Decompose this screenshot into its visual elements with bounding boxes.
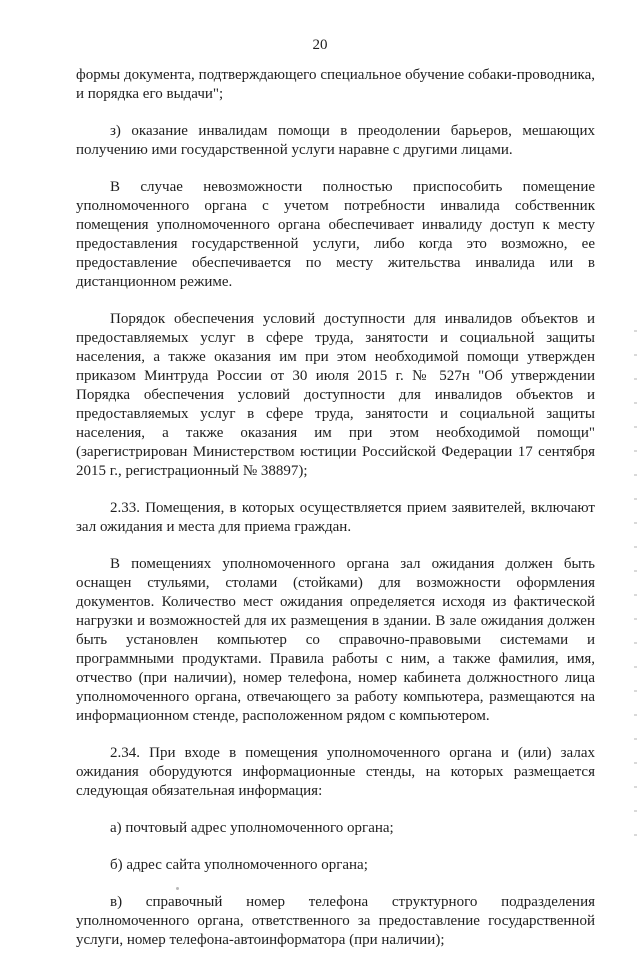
paragraph-item-b: б) адрес сайта уполномоченного органа; — [110, 857, 368, 873]
document-body — [76, 66, 595, 968]
paragraph-item-v: в) справочный номер телефона структурного подразделения уполномоченного органа, ответственного за предоставление государственной услуги, номер телефона-автоинформатора (при наличии); — [76, 894, 595, 948]
page-number: 20 — [312, 37, 328, 53]
paragraph-accessibility-order: Порядок обеспечения условий доступности для инвалидов объектов и предоставляемых услуг в сфере труда, занятости и социальной защиты населения, а также оказания им при этом необходимой помощи утвержден приказом Минтруда России от 30 июля 2015 г. № 527н "Об утверждении Порядка обеспечения условий доступности для инвалидов объектов и предоставляемых услуг в сфере труда, занятости и социальной защиты населения, а также оказания им при этом необходимой помощи" (зарегистрирован Министерством юстиции Российской Федерации 17 сентября 2015 г., регистрационный № 38897); — [76, 311, 595, 479]
paragraph-2-34: 2.34. При входе в помещения уполномоченного органа и (или) залах ожидания оборудуются информационные стенды, на которых размещается следующая обязательная информация: — [76, 745, 595, 799]
paragraph-2-33: 2.33. Помещения, в которых осуществляется прием заявителей, включают зал ожидания и места для приема граждан. — [76, 500, 595, 535]
scan-artifact-edge — [634, 330, 637, 850]
paragraph-premises-adaptation: В случае невозможности полностью приспособить помещение уполномоченного органа с учетом потребности инвалида собственник помещения уполномоченного органа обеспечивает инвалиду доступ к месту предоставления государственной услуги, либо когда это возможно, ее предоставление обеспечивается по месту жительства инвалида или в дистанционном режиме. — [76, 179, 595, 290]
paragraph-continuation: формы документа, подтверждающего специальное обучение собаки-проводника, и порядка его выдачи"; — [76, 67, 595, 102]
paragraph-item-z: з) оказание инвалидам помощи в преодолении барьеров, мешающих получению ими государственной услуги наравне с другими лицами. — [76, 123, 595, 158]
paragraph-item-a: а) почтовый адрес уполномоченного органа; — [110, 820, 394, 836]
paragraph-waiting-room: В помещениях уполномоченного органа зал ожидания должен быть оснащен стульями, столами (стойками) для возможности оформления документов. Количество мест ожидания определяется исходя из фактической нагрузки и возможностей для их размещения в здании. В зале ожидания должен быть установлен компьютер со справочно-правовыми системами и программными продуктами. Правила работы с ним, а также фамилия, имя, отчество (при наличии), номер телефона, номер кабинета должностного лица уполномоченного органа, отвечающего за работу компьютера, размещаются на информационном стенде, расположенном рядом с компьютером. — [76, 556, 595, 724]
scan-artifact-speck — [176, 887, 179, 890]
